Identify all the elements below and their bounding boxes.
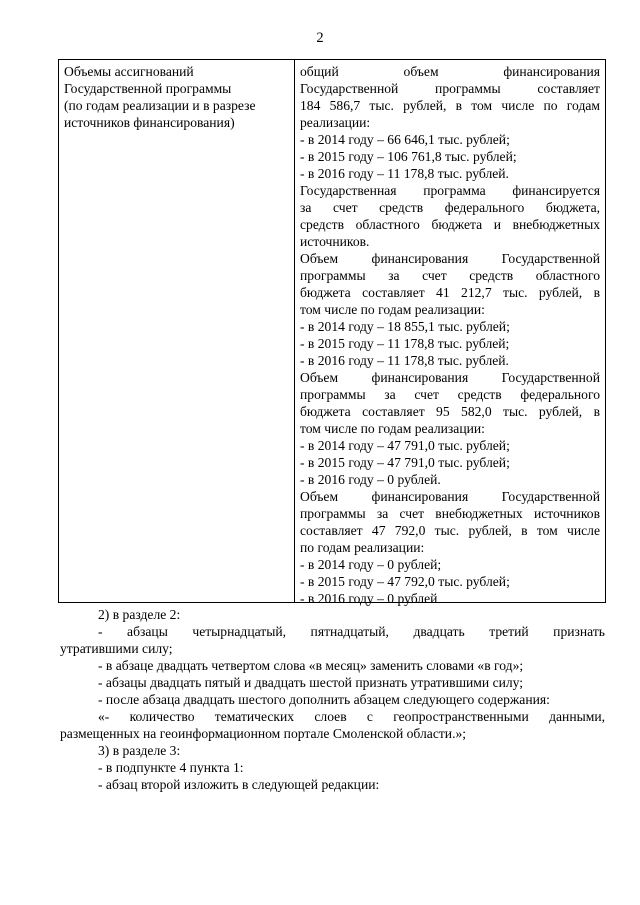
table-right-line: по годам реализации:: [300, 540, 425, 555]
body-paragraph-line: - абзацы четырнадцатый, пятнадцатый, двадцать третий признать: [98, 624, 605, 639]
table-right-line: том числе по годам реализации:: [300, 302, 485, 317]
body-paragraph-line: - абзац второй изложить в следующей редакции:: [98, 777, 380, 792]
table-left-line: (по годам реализации и в разрезе: [64, 98, 256, 113]
table-right-line: Государственной программы составляет: [300, 81, 600, 96]
table-right-line: - в 2015 году – 106 761,8 тыс. рублей;: [300, 149, 517, 164]
table-right-line: - в 2014 году – 0 рублей;: [300, 557, 442, 572]
table-right-line: - в 2016 году – 0 рублей: [300, 591, 438, 606]
table-right-line: - в 2015 году – 47 791,0 тыс. рублей;: [300, 455, 510, 470]
body-paragraph-line: 2) в разделе 2:: [98, 607, 181, 622]
table-right-line: Государственная программа финансируется: [300, 183, 600, 198]
table-right-cell: [300, 63, 600, 607]
table-right-line: бюджета составляет 95 582,0 тыс. рублей, в: [300, 404, 600, 419]
table-left-cell: [64, 63, 289, 131]
body-paragraph-line: - после абзаца двадцать шестого дополнить абзацем следующего содержания:: [98, 692, 550, 707]
table-right-line: реализации:: [300, 115, 371, 130]
table-right-line: - в 2016 году – 11 178,8 тыс. рублей.: [300, 353, 509, 368]
table-right-line: Объем финансирования Государственной: [300, 251, 600, 266]
table-right-line: средств областного бюджета и внебюджетных: [300, 217, 600, 232]
table-right-line: том числе по годам реализации:: [300, 421, 485, 436]
amendment-text: [60, 606, 605, 793]
body-paragraph-line: «- количество тематических слоев с геопространственными данными,: [98, 709, 605, 724]
page-number: 2: [316, 30, 324, 46]
table-right-line: Объем финансирования Государственной: [300, 489, 600, 504]
table-left-line: источников финансирования): [64, 115, 235, 130]
body-paragraph-line: - в абзаце двадцать четвертом слова «в месяц» заменить словами «в год»;: [98, 658, 524, 673]
table-right-line: источников.: [300, 234, 370, 249]
table-column-divider: [294, 60, 295, 602]
body-paragraph-line: - в подпункте 4 пункта 1:: [98, 760, 244, 775]
table-right-line: - в 2014 году – 66 646,1 тыс. рублей;: [300, 132, 510, 147]
table-right-line: программы за счет внебюджетных источников: [300, 506, 600, 521]
table-right-line: 184 586,7 тыс. рублей, в том числе по годам: [300, 98, 600, 113]
table-left-line: Государственной программы: [64, 81, 232, 96]
body-paragraph-line: размещенных на геоинформационном портале Смоленской области.»;: [60, 726, 467, 741]
table-right-line: общий объем финансирования: [300, 64, 600, 79]
program-table: [58, 59, 606, 606]
table-left-line: Объемы ассигнований: [64, 64, 194, 79]
table-right-line: - в 2016 году – 11 178,8 тыс. рублей.: [300, 166, 509, 181]
table-right-line: - в 2015 году – 11 178,8 тыс. рублей;: [300, 336, 510, 351]
table-right-line: - в 2016 году – 0 рублей.: [300, 472, 441, 487]
table-right-line: - в 2015 году – 47 792,0 тыс. рублей;: [300, 574, 510, 589]
table-right-line: составляет 47 792,0 тыс. рублей, в том числе: [300, 523, 600, 538]
table-right-line: бюджета составляет 41 212,7 тыс. рублей, в: [300, 285, 600, 300]
table-right-line: за счет средств федерального бюджета,: [300, 200, 600, 215]
table-right-line: программы за счет средств федерального: [300, 387, 600, 402]
table-right-line: - в 2014 году – 18 855,1 тыс. рублей;: [300, 319, 510, 334]
table-right-line: программы за счет средств областного: [300, 268, 600, 283]
table-right-line: Объем финансирования Государственной: [300, 370, 600, 385]
body-paragraph-line: - абзацы двадцать пятый и двадцать шестой признать утратившими силу;: [98, 675, 524, 690]
body-paragraph-line: утратившими силу;: [60, 641, 173, 656]
table-right-line: - в 2014 году – 47 791,0 тыс. рублей;: [300, 438, 510, 453]
body-paragraph-line: 3) в разделе 3:: [98, 743, 181, 758]
